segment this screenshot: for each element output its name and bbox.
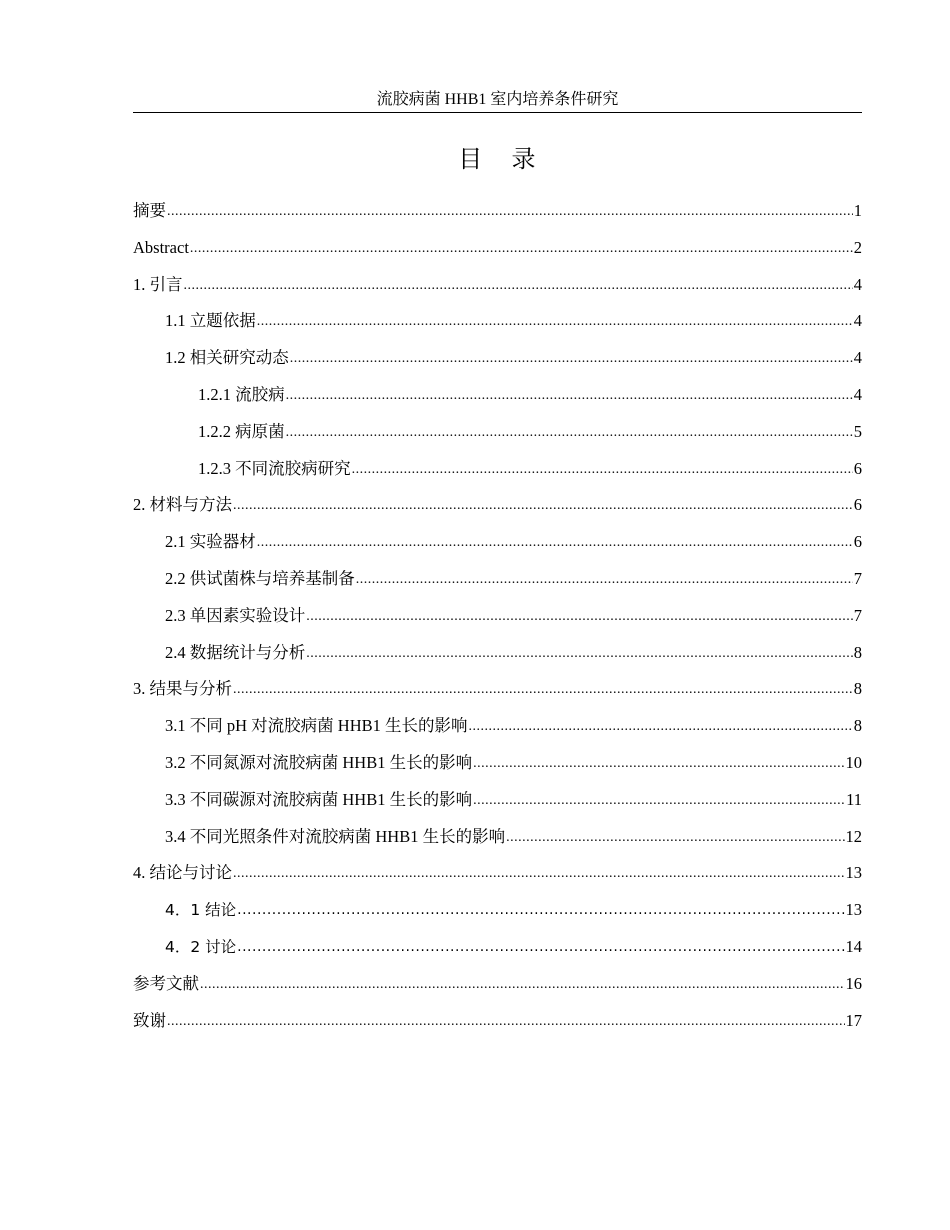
dot-leader bbox=[190, 234, 853, 264]
toc-entry[interactable] bbox=[133, 270, 862, 307]
toc-entry[interactable] bbox=[133, 748, 862, 785]
dot-leader bbox=[184, 271, 853, 301]
toc-entry-page-number: 6 bbox=[853, 495, 862, 515]
toc-entry-page-number: 6 bbox=[853, 458, 862, 478]
dot-leader bbox=[257, 307, 853, 337]
toc-entry[interactable] bbox=[133, 490, 862, 527]
toc-entry[interactable] bbox=[133, 858, 862, 895]
table-of-contents bbox=[133, 196, 862, 1042]
toc-entry-page-number: 1 bbox=[853, 201, 862, 220]
dot-leader bbox=[167, 1007, 845, 1037]
toc-entry-page-number: 12 bbox=[845, 826, 862, 846]
toc-entry-page-number: 8 bbox=[853, 716, 862, 736]
dot-leader bbox=[473, 786, 845, 816]
toc-entry-page-number: 4 bbox=[853, 274, 862, 294]
toc-entry-page-number: 10 bbox=[845, 752, 862, 772]
toc-entry[interactable] bbox=[133, 417, 862, 454]
toc-entry-page-number: 7 bbox=[853, 568, 862, 588]
running-header bbox=[133, 88, 862, 113]
toc-entry-label: 1.2.2 病原菌 bbox=[198, 421, 285, 441]
toc-entry-page-number: 13 bbox=[845, 863, 862, 883]
toc-entry-label: 3.4 不同光照条件对流胶病菌 HHB1 生长的影响 bbox=[165, 826, 506, 846]
dot-leader bbox=[286, 381, 853, 411]
toc-entry[interactable] bbox=[133, 454, 862, 491]
toc-entry[interactable] bbox=[133, 527, 862, 564]
toc-entry-label: 1.2.3 不同流胶病研究 bbox=[198, 458, 351, 478]
toc-title bbox=[133, 144, 862, 176]
toc-entry-page-number: 5 bbox=[853, 421, 862, 441]
toc-entry[interactable] bbox=[133, 196, 862, 233]
toc-entry-page-number: 8 bbox=[853, 679, 862, 699]
dot-leader bbox=[233, 859, 845, 889]
toc-entry[interactable] bbox=[133, 601, 862, 638]
toc-entry[interactable] bbox=[133, 380, 862, 417]
toc-entry-label: 4．1 结论 bbox=[165, 901, 237, 920]
toc-entry-page-number: 6 bbox=[853, 532, 862, 552]
toc-entry-label: 3.3 不同碳源对流胶病菌 HHB1 生长的影响 bbox=[165, 789, 473, 809]
toc-entry-page-number: 8 bbox=[853, 642, 862, 662]
dot-leader bbox=[257, 528, 853, 558]
toc-entry[interactable] bbox=[133, 343, 862, 380]
toc-entry-label: 1.2 相关研究动态 bbox=[165, 348, 289, 368]
toc-entry-label: 4．2 讨论 bbox=[165, 937, 237, 956]
toc-entry[interactable] bbox=[133, 895, 862, 932]
toc-entry[interactable] bbox=[133, 233, 862, 270]
toc-entry-page-number: 14 bbox=[845, 936, 862, 956]
dot-leader bbox=[237, 932, 844, 962]
dot-leader bbox=[286, 418, 853, 448]
toc-entry[interactable] bbox=[133, 638, 862, 675]
dot-leader bbox=[167, 197, 853, 227]
toc-entry-label: 1. 引言 bbox=[133, 274, 183, 294]
toc-entry-label: 3.2 不同氮源对流胶病菌 HHB1 生长的影响 bbox=[165, 752, 473, 772]
toc-entry-label: 3. 结果与分析 bbox=[133, 679, 232, 699]
toc-entry[interactable] bbox=[133, 674, 862, 711]
toc-entry[interactable] bbox=[133, 969, 862, 1006]
dot-leader bbox=[506, 823, 844, 853]
toc-entry-page-number: 17 bbox=[845, 1010, 862, 1030]
toc-entry-page-number: 11 bbox=[846, 789, 862, 809]
toc-entry-label: 3.1 不同 pH 对流胶病菌 HHB1 生长的影响 bbox=[165, 716, 468, 736]
toc-entry-page-number: 13 bbox=[845, 900, 862, 920]
toc-entry-label: 1.2.1 流胶病 bbox=[198, 384, 285, 404]
toc-entry-page-number: 4 bbox=[853, 384, 862, 404]
dot-leader bbox=[356, 565, 853, 595]
toc-entry[interactable] bbox=[133, 306, 862, 343]
toc-entry[interactable] bbox=[133, 932, 862, 969]
toc-entry[interactable] bbox=[133, 1006, 862, 1043]
toc-entry-page-number: 4 bbox=[853, 311, 862, 331]
running-header-title: 流胶病菌 HHB1 室内培养条件研究 bbox=[376, 91, 619, 108]
toc-entry[interactable] bbox=[133, 564, 862, 601]
toc-entry-label: 2.2 供试菌株与培养基制备 bbox=[165, 568, 355, 588]
dot-leader bbox=[290, 344, 853, 374]
dot-leader bbox=[200, 970, 845, 1000]
toc-title-char-1: 目 bbox=[458, 147, 484, 173]
dot-leader bbox=[237, 895, 844, 925]
dot-leader bbox=[306, 639, 853, 669]
toc-entry-page-number: 16 bbox=[845, 973, 862, 993]
toc-entry[interactable] bbox=[133, 822, 862, 859]
toc-entry-label: 2.3 单因素实验设计 bbox=[165, 605, 306, 625]
toc-title-char-2: 录 bbox=[511, 147, 537, 173]
toc-entry-label: 2.1 实验器材 bbox=[165, 532, 256, 552]
toc-entry-label: 1.1 立题依据 bbox=[165, 311, 256, 331]
toc-entry-page-number: 7 bbox=[853, 605, 862, 625]
dot-leader bbox=[306, 602, 853, 632]
toc-entry[interactable] bbox=[133, 785, 862, 822]
dot-leader bbox=[469, 712, 853, 742]
toc-entry-label: 致谢 bbox=[133, 1010, 166, 1030]
toc-entry[interactable] bbox=[133, 711, 862, 748]
toc-entry-page-number: 2 bbox=[853, 237, 862, 257]
toc-entry-label: 4. 结论与讨论 bbox=[133, 863, 232, 883]
toc-entry-page-number: 4 bbox=[853, 348, 862, 368]
dot-leader bbox=[473, 749, 844, 779]
toc-entry-label: 2. 材料与方法 bbox=[133, 495, 232, 515]
toc-entry-label: 2.4 数据统计与分析 bbox=[165, 642, 306, 662]
toc-entry-label: Abstract bbox=[133, 237, 189, 257]
toc-entry-label: 参考文献 bbox=[133, 973, 199, 993]
dot-leader bbox=[352, 455, 853, 485]
dot-leader bbox=[233, 675, 853, 705]
dot-leader bbox=[233, 491, 853, 521]
toc-entry-label: 摘要 bbox=[133, 201, 166, 220]
